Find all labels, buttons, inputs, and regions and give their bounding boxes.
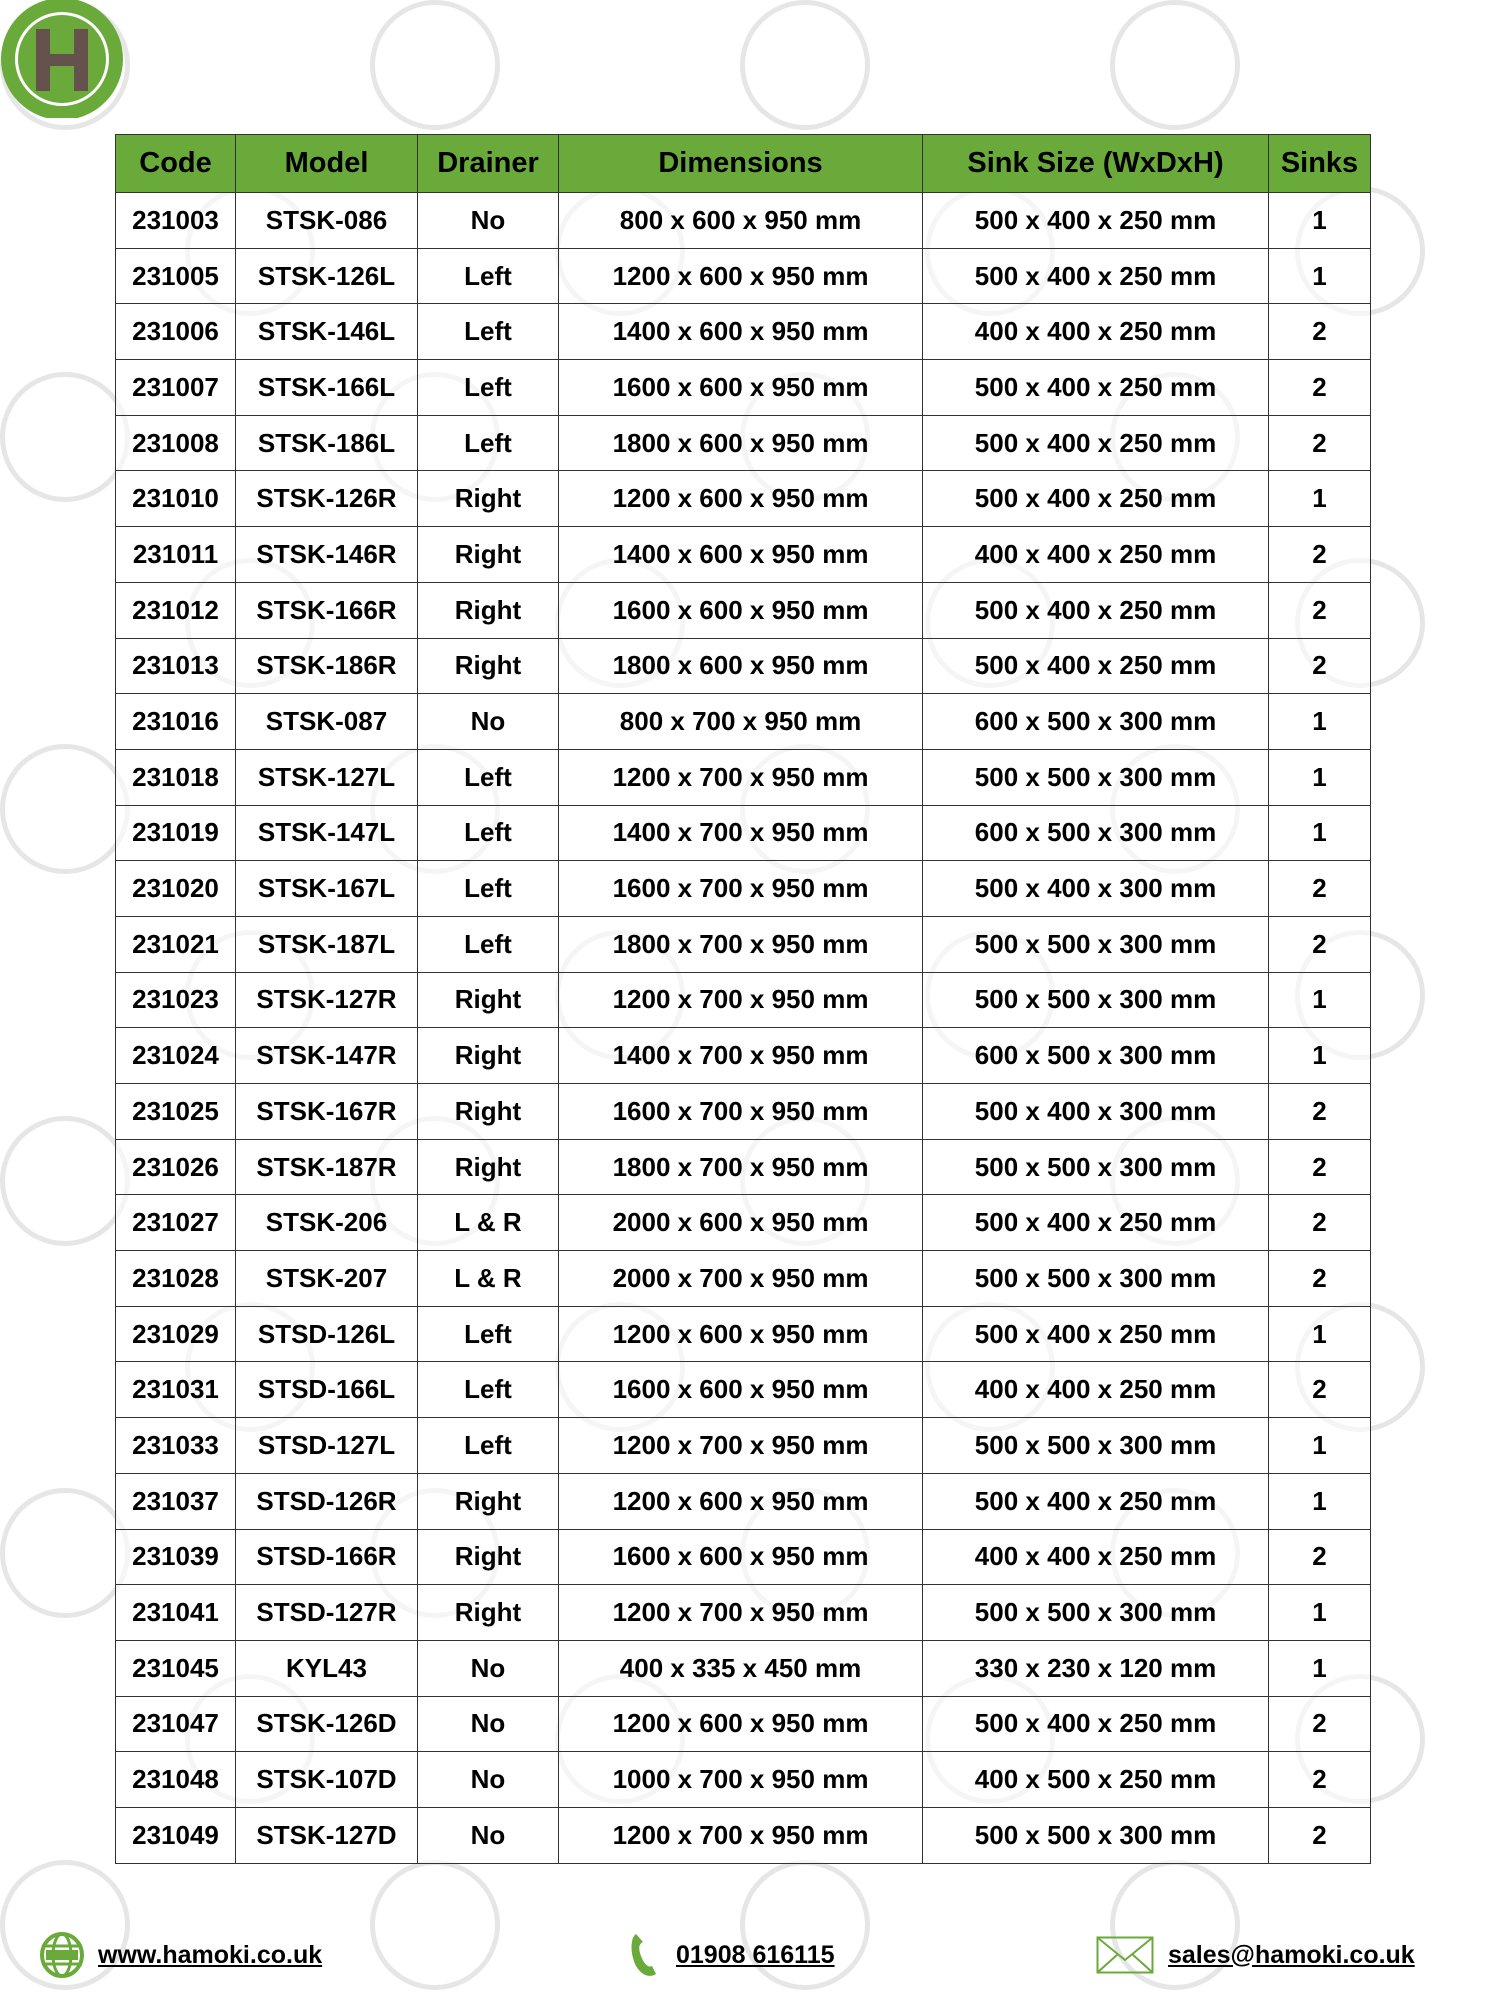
cell-code: 231020	[116, 861, 236, 917]
cell-sinks: 1	[1269, 694, 1371, 750]
cell-dimensions: 1400 x 700 x 950 mm	[559, 1028, 923, 1084]
cell-sinks: 1	[1269, 805, 1371, 861]
cell-sinks: 2	[1269, 1807, 1371, 1863]
cell-model: STSK-167R	[236, 1084, 418, 1140]
cell-sinks: 1	[1269, 1028, 1371, 1084]
cell-code: 231047	[116, 1696, 236, 1752]
cell-drainer: Left	[418, 1362, 559, 1418]
cell-dimensions: 1200 x 600 x 950 mm	[559, 471, 923, 527]
cell-drainer: Left	[418, 1306, 559, 1362]
cell-drainer: Right	[418, 1084, 559, 1140]
cell-sinks: 2	[1269, 304, 1371, 360]
cell-sink-size: 400 x 400 x 250 mm	[923, 304, 1269, 360]
cell-dimensions: 2000 x 600 x 950 mm	[559, 1195, 923, 1251]
cell-model: STSK-187L	[236, 916, 418, 972]
table-row	[116, 1084, 1371, 1140]
cell-sinks: 1	[1269, 972, 1371, 1028]
table-row	[116, 1529, 1371, 1585]
cell-model: STSK-186L	[236, 415, 418, 471]
table-row	[116, 861, 1371, 917]
cell-model: STSD-166R	[236, 1529, 418, 1585]
cell-sinks: 2	[1269, 1529, 1371, 1585]
cell-dimensions: 1200 x 700 x 950 mm	[559, 1807, 923, 1863]
table-row	[116, 193, 1371, 249]
cell-sinks: 2	[1269, 582, 1371, 638]
table-row	[116, 1752, 1371, 1808]
cell-sinks: 2	[1269, 916, 1371, 972]
cell-code: 231013	[116, 638, 236, 694]
phone-text: 01908 616115	[676, 1940, 835, 1969]
sink-spec-table	[115, 134, 1371, 1864]
watermark-plate-icon	[370, 1860, 500, 1990]
cell-model: STSK-127R	[236, 972, 418, 1028]
table-row	[116, 471, 1371, 527]
cell-sink-size: 500 x 400 x 250 mm	[923, 193, 1269, 249]
cell-model: STSK-126R	[236, 471, 418, 527]
cell-sink-size: 500 x 500 x 300 mm	[923, 749, 1269, 805]
table-row	[116, 304, 1371, 360]
cell-sink-size: 500 x 400 x 250 mm	[923, 248, 1269, 304]
table-row	[116, 638, 1371, 694]
cell-drainer: No	[418, 1640, 559, 1696]
cell-dimensions: 1600 x 700 x 950 mm	[559, 1084, 923, 1140]
cell-dimensions: 1200 x 600 x 950 mm	[559, 1696, 923, 1752]
cell-sink-size: 330 x 230 x 120 mm	[923, 1640, 1269, 1696]
cell-model: STSK-147R	[236, 1028, 418, 1084]
cell-sink-size: 400 x 500 x 250 mm	[923, 1752, 1269, 1808]
cell-drainer: No	[418, 694, 559, 750]
cell-dimensions: 2000 x 700 x 950 mm	[559, 1251, 923, 1307]
cell-model: STSK-127D	[236, 1807, 418, 1863]
cell-sinks: 1	[1269, 1585, 1371, 1641]
cell-sinks: 2	[1269, 1362, 1371, 1418]
cell-sink-size: 500 x 400 x 250 mm	[923, 360, 1269, 416]
email-text: sales@hamoki.co.uk	[1168, 1940, 1415, 1969]
cell-sinks: 1	[1269, 1473, 1371, 1529]
cell-code: 231026	[116, 1139, 236, 1195]
cell-sinks: 2	[1269, 1752, 1371, 1808]
column-header: Sink Size (WxDxH)	[923, 135, 1269, 193]
cell-sinks: 2	[1269, 1139, 1371, 1195]
cell-sinks: 2	[1269, 360, 1371, 416]
cell-sink-size: 500 x 400 x 250 mm	[923, 1195, 1269, 1251]
phone-link[interactable]	[628, 1930, 835, 1980]
cell-drainer: Right	[418, 471, 559, 527]
cell-drainer: No	[418, 193, 559, 249]
table-row	[116, 1696, 1371, 1752]
table-row	[116, 1807, 1371, 1863]
cell-dimensions: 1200 x 700 x 950 mm	[559, 972, 923, 1028]
column-header: Model	[236, 135, 418, 193]
table-row	[116, 1306, 1371, 1362]
cell-code: 231016	[116, 694, 236, 750]
cell-sinks: 2	[1269, 1696, 1371, 1752]
website-link[interactable]	[40, 1930, 322, 1980]
column-header: Drainer	[418, 135, 559, 193]
cell-drainer: Right	[418, 527, 559, 583]
table-row	[116, 749, 1371, 805]
cell-code: 231019	[116, 805, 236, 861]
cell-sink-size: 500 x 500 x 300 mm	[923, 916, 1269, 972]
column-header: Sinks	[1269, 135, 1371, 193]
cell-sinks: 2	[1269, 1084, 1371, 1140]
cell-sink-size: 500 x 500 x 300 mm	[923, 1418, 1269, 1474]
cell-code: 231049	[116, 1807, 236, 1863]
table-row	[116, 694, 1371, 750]
cell-sinks: 2	[1269, 638, 1371, 694]
table-row	[116, 1251, 1371, 1307]
cell-sinks: 1	[1269, 248, 1371, 304]
cell-drainer: Right	[418, 1028, 559, 1084]
cell-drainer: Right	[418, 1139, 559, 1195]
cell-sinks: 1	[1269, 749, 1371, 805]
cell-sinks: 1	[1269, 1306, 1371, 1362]
cell-drainer: Right	[418, 1473, 559, 1529]
table-row	[116, 1195, 1371, 1251]
cell-sinks: 2	[1269, 1251, 1371, 1307]
cell-drainer: Left	[418, 1418, 559, 1474]
cell-code: 231037	[116, 1473, 236, 1529]
cell-sink-size: 500 x 500 x 300 mm	[923, 1807, 1269, 1863]
cell-code: 231029	[116, 1306, 236, 1362]
cell-model: STSK-147L	[236, 805, 418, 861]
cell-sinks: 1	[1269, 471, 1371, 527]
cell-sink-size: 500 x 500 x 300 mm	[923, 972, 1269, 1028]
cell-model: STSK-167L	[236, 861, 418, 917]
cell-dimensions: 400 x 335 x 450 mm	[559, 1640, 923, 1696]
cell-model: STSD-166L	[236, 1362, 418, 1418]
cell-sink-size: 600 x 500 x 300 mm	[923, 1028, 1269, 1084]
cell-sinks: 2	[1269, 527, 1371, 583]
cell-dimensions: 1200 x 600 x 950 mm	[559, 248, 923, 304]
cell-code: 231008	[116, 415, 236, 471]
cell-code: 231025	[116, 1084, 236, 1140]
cell-model: STSK-186R	[236, 638, 418, 694]
cell-dimensions: 1600 x 600 x 950 mm	[559, 360, 923, 416]
watermark-plate-icon	[0, 744, 130, 874]
cell-drainer: Right	[418, 1529, 559, 1585]
cell-model: STSK-166R	[236, 582, 418, 638]
cell-model: STSK-146R	[236, 527, 418, 583]
cell-dimensions: 1200 x 600 x 950 mm	[559, 1473, 923, 1529]
cell-drainer: No	[418, 1807, 559, 1863]
cell-sink-size: 600 x 500 x 300 mm	[923, 805, 1269, 861]
cell-code: 231003	[116, 193, 236, 249]
column-header: Code	[116, 135, 236, 193]
cell-sink-size: 400 x 400 x 250 mm	[923, 1362, 1269, 1418]
cell-model: STSK-107D	[236, 1752, 418, 1808]
cell-sink-size: 500 x 400 x 250 mm	[923, 1473, 1269, 1529]
cell-dimensions: 1800 x 700 x 950 mm	[559, 1139, 923, 1195]
cell-model: STSD-126R	[236, 1473, 418, 1529]
cell-dimensions: 1200 x 600 x 950 mm	[559, 1306, 923, 1362]
column-header: Dimensions	[559, 135, 923, 193]
cell-sinks: 1	[1269, 193, 1371, 249]
cell-drainer: L & R	[418, 1251, 559, 1307]
table-row	[116, 1418, 1371, 1474]
cell-dimensions: 1600 x 600 x 950 mm	[559, 1529, 923, 1585]
cell-dimensions: 1200 x 700 x 950 mm	[559, 749, 923, 805]
cell-drainer: Right	[418, 1585, 559, 1641]
website-text: www.hamoki.co.uk	[98, 1940, 323, 1969]
cell-code: 231024	[116, 1028, 236, 1084]
cell-dimensions: 1600 x 700 x 950 mm	[559, 861, 923, 917]
table-header-row	[116, 135, 1371, 193]
cell-code: 231023	[116, 972, 236, 1028]
cell-sink-size: 500 x 500 x 300 mm	[923, 1251, 1269, 1307]
cell-model: STSK-086	[236, 193, 418, 249]
watermark-plate-icon	[0, 1116, 130, 1246]
cell-sink-size: 500 x 400 x 250 mm	[923, 1306, 1269, 1362]
cell-drainer: Right	[418, 972, 559, 1028]
cell-sink-size: 500 x 400 x 250 mm	[923, 471, 1269, 527]
cell-sinks: 2	[1269, 1195, 1371, 1251]
cell-drainer: Right	[418, 582, 559, 638]
table-row	[116, 916, 1371, 972]
table-row	[116, 415, 1371, 471]
watermark-plate-icon	[0, 1488, 130, 1618]
cell-sink-size: 400 x 400 x 250 mm	[923, 527, 1269, 583]
cell-drainer: L & R	[418, 1195, 559, 1251]
cell-sinks: 2	[1269, 861, 1371, 917]
cell-model: STSD-127L	[236, 1418, 418, 1474]
cell-code: 231018	[116, 749, 236, 805]
email-link[interactable]	[1096, 1930, 1415, 1980]
table-row	[116, 1362, 1371, 1418]
table-row	[116, 805, 1371, 861]
cell-sink-size: 500 x 500 x 300 mm	[923, 1585, 1269, 1641]
cell-code: 231021	[116, 916, 236, 972]
cell-code: 231006	[116, 304, 236, 360]
watermark-plate-icon	[0, 372, 130, 502]
cell-dimensions: 1800 x 600 x 950 mm	[559, 415, 923, 471]
cell-dimensions: 1200 x 700 x 950 mm	[559, 1418, 923, 1474]
cell-code: 231045	[116, 1640, 236, 1696]
watermark-plate-icon	[370, 0, 500, 130]
cell-model: STSK-187R	[236, 1139, 418, 1195]
cell-model: STSK-166L	[236, 360, 418, 416]
cell-drainer: Left	[418, 415, 559, 471]
cell-model: STSK-087	[236, 694, 418, 750]
cell-code: 231039	[116, 1529, 236, 1585]
watermark-plate-icon	[1110, 0, 1240, 130]
cell-dimensions: 1800 x 600 x 950 mm	[559, 638, 923, 694]
cell-dimensions: 1600 x 600 x 950 mm	[559, 1362, 923, 1418]
cell-drainer: Left	[418, 304, 559, 360]
cell-code: 231005	[116, 248, 236, 304]
cell-model: STSK-207	[236, 1251, 418, 1307]
cell-drainer: Left	[418, 861, 559, 917]
cell-drainer: Right	[418, 638, 559, 694]
cell-drainer: No	[418, 1752, 559, 1808]
cell-sink-size: 400 x 400 x 250 mm	[923, 1529, 1269, 1585]
cell-code: 231007	[116, 360, 236, 416]
table-row	[116, 1028, 1371, 1084]
cell-sink-size: 600 x 500 x 300 mm	[923, 694, 1269, 750]
cell-sink-size: 500 x 400 x 300 mm	[923, 861, 1269, 917]
envelope-icon	[1096, 1936, 1154, 1974]
cell-model: STSK-146L	[236, 304, 418, 360]
cell-sinks: 1	[1269, 1418, 1371, 1474]
watermark-plate-icon	[740, 0, 870, 130]
cell-model: KYL43	[236, 1640, 418, 1696]
table-row	[116, 360, 1371, 416]
cell-sink-size: 500 x 400 x 250 mm	[923, 638, 1269, 694]
cell-sinks: 2	[1269, 415, 1371, 471]
cell-model: STSK-127L	[236, 749, 418, 805]
table-row	[116, 1473, 1371, 1529]
cell-code: 231048	[116, 1752, 236, 1808]
cell-model: STSK-206	[236, 1195, 418, 1251]
cell-code: 231031	[116, 1362, 236, 1418]
cell-model: STSK-126L	[236, 248, 418, 304]
cell-sink-size: 500 x 400 x 300 mm	[923, 1084, 1269, 1140]
cell-model: STSD-126L	[236, 1306, 418, 1362]
cell-sink-size: 500 x 400 x 250 mm	[923, 582, 1269, 638]
cell-code: 231033	[116, 1418, 236, 1474]
table-row	[116, 1585, 1371, 1641]
cell-sink-size: 500 x 400 x 250 mm	[923, 1696, 1269, 1752]
phone-icon	[628, 1932, 662, 1978]
cell-code: 231028	[116, 1251, 236, 1307]
cell-dimensions: 1400 x 600 x 950 mm	[559, 527, 923, 583]
cell-dimensions: 800 x 600 x 950 mm	[559, 193, 923, 249]
cell-dimensions: 1400 x 600 x 950 mm	[559, 304, 923, 360]
cell-sink-size: 500 x 400 x 250 mm	[923, 415, 1269, 471]
cell-sink-size: 500 x 500 x 300 mm	[923, 1139, 1269, 1195]
cell-code: 231010	[116, 471, 236, 527]
table-row	[116, 1139, 1371, 1195]
table-row	[116, 582, 1371, 638]
cell-drainer: No	[418, 1696, 559, 1752]
cell-sinks: 1	[1269, 1640, 1371, 1696]
table-row	[116, 248, 1371, 304]
cell-dimensions: 800 x 700 x 950 mm	[559, 694, 923, 750]
globe-icon	[40, 1932, 84, 1978]
cell-code: 231011	[116, 527, 236, 583]
cell-dimensions: 1200 x 700 x 950 mm	[559, 1585, 923, 1641]
cell-model: STSK-126D	[236, 1696, 418, 1752]
cell-drainer: Left	[418, 360, 559, 416]
cell-drainer: Left	[418, 248, 559, 304]
cell-dimensions: 1400 x 700 x 950 mm	[559, 805, 923, 861]
cell-dimensions: 1000 x 700 x 950 mm	[559, 1752, 923, 1808]
table-row	[116, 972, 1371, 1028]
cell-drainer: Left	[418, 749, 559, 805]
table-row	[116, 527, 1371, 583]
cell-code: 231027	[116, 1195, 236, 1251]
cell-drainer: Left	[418, 805, 559, 861]
cell-code: 231041	[116, 1585, 236, 1641]
cell-dimensions: 1800 x 700 x 950 mm	[559, 916, 923, 972]
cell-dimensions: 1600 x 600 x 950 mm	[559, 582, 923, 638]
table-row	[116, 1640, 1371, 1696]
cell-model: STSD-127R	[236, 1585, 418, 1641]
cell-code: 231012	[116, 582, 236, 638]
cell-drainer: Left	[418, 916, 559, 972]
hamoki-logo	[0, 0, 124, 118]
